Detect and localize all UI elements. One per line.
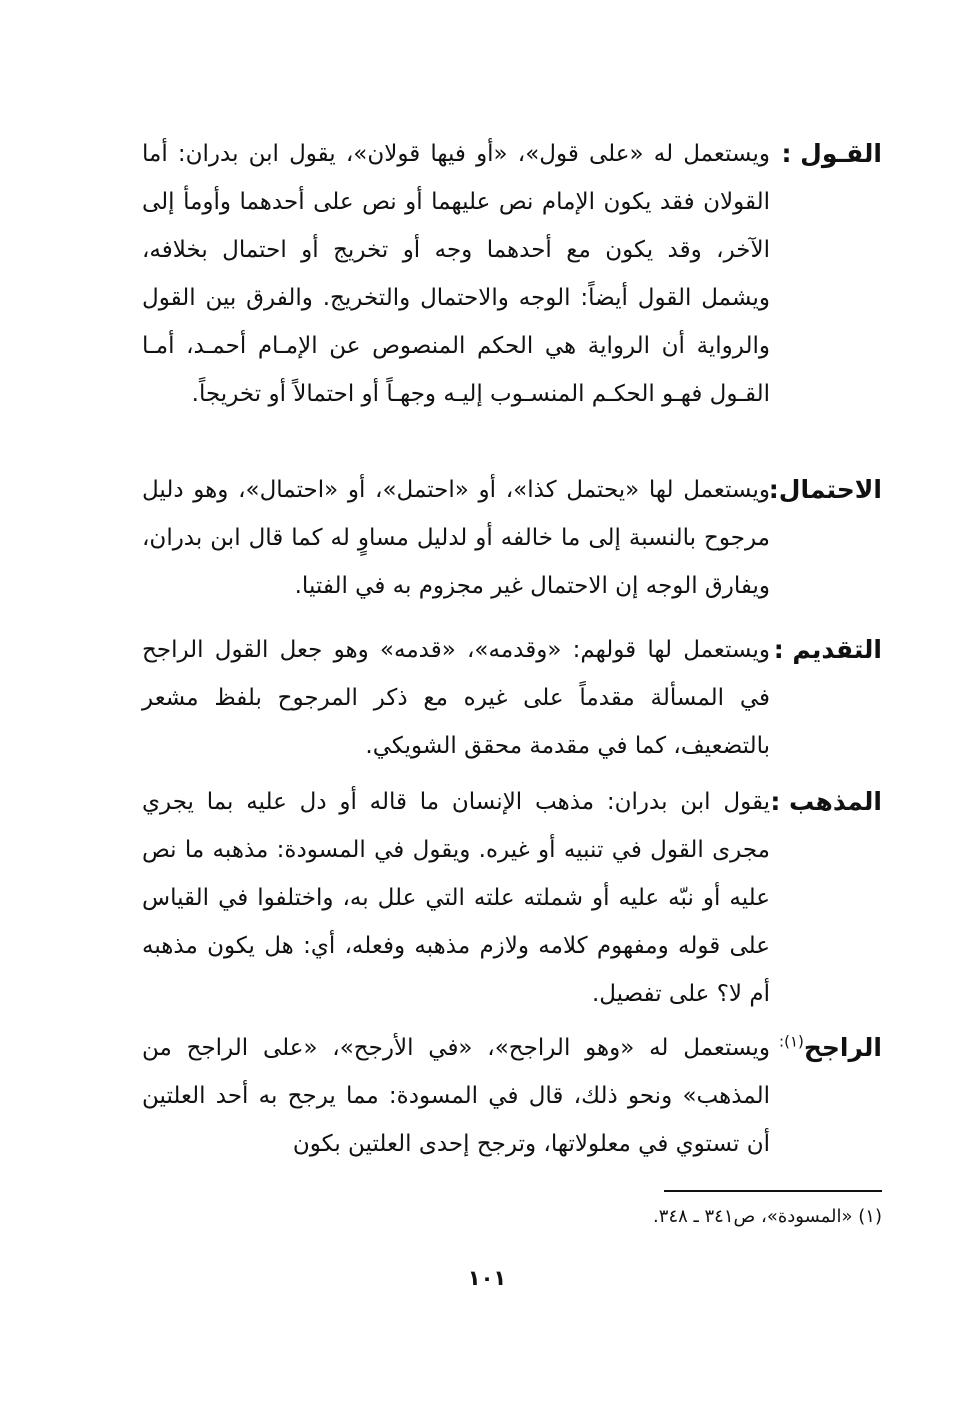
definition-taqdim: ويستعمل لها قولهم: «وقدمه»، «قدمه» وهو جعل القول الراجح في المسألة مقدماً على غيره مع ذكر المرجوح بلفظ مشعر بالتضعيف، كما في مقدمة محقق الشويكي.: [142, 637, 770, 759]
definition-madhhab: يقول ابن بدران: مذهب الإنسان ما قاله أو دل عليه بما يجري مجرى القول في تنبيه أو غيره. ويقول في المسودة: مذهبه ما نص عليه أو نبّه عليه أو شملته علته التي علل به، واختلفوا في القياس على قوله ومفهوم كلامه ولازم مذهبه وفعله، أي: هل يكون مذهبه أم لا؟ على تفصيل.: [142, 789, 770, 1007]
term-taqdim-label: التقديم :: [773, 635, 882, 664]
term-madhhab-label: المذهب :: [770, 787, 882, 816]
term-ihtimal-label: الاحتمال:: [768, 475, 882, 504]
term-madhhab: [770, 778, 882, 826]
term-qawl-label: القـول :: [781, 139, 882, 168]
term-ihtimal: [768, 466, 882, 514]
term-qawl: [782, 130, 882, 178]
definition-ihtimal: ويستعمل لها «يحتمل كذا»، أو «احتمل»، أو «احتمال»، وهو دليل مرجوح بالنسبة إلى ما خالفه أو لدليل مساوٍ له كما قال ابن بدران، ويفارق الوجه إن الاحتمال غير مجزوم به في الفتيا.: [142, 477, 770, 599]
term-taqdim: [773, 626, 882, 674]
footnote-text: (١) «المسودة»، ص٣٤١ ـ ٣٤٨.: [653, 1206, 882, 1227]
definition-rajih: ويستعمل له «وهو الراجح»، «في الأرجح»، «على الراجح من المذهب» ونحو ذلك، قال في المسودة: مما يرجح به أحد العلتين أن تستوي في معلولاتها، وترجح إحدى العلتين بكون: [142, 1035, 770, 1157]
definition-qawl: ويستعمل له «على قول»، «أو فيها قولان»، يقول ابن بدران: أما القولان فقد يكون الإمام نص عليهما أو نص على أحدهما وأومأ إلى الآخر، وقد يكون مع أحدهما وجه أو تخريج أو احتمال بخلافه، ويشمل القول أيضاً: الوجه والاحتمال والتخريج. والفرق بين القول والرواية أن الرواية هي الحكم المنصوص عن الإمـام أحمـد، أمـا القـول فهـو الحكـم المنسـوب إليـه وجهـاً أو احتمالاً أو تخريجاً.: [142, 141, 770, 407]
page-number: ١٠١: [467, 1266, 507, 1290]
footnote-marker: (١):: [779, 1032, 804, 1051]
footnote-divider: [664, 1190, 882, 1192]
term-rajih-label: الراجح: [803, 1033, 882, 1062]
term-rajih: [779, 1024, 882, 1072]
